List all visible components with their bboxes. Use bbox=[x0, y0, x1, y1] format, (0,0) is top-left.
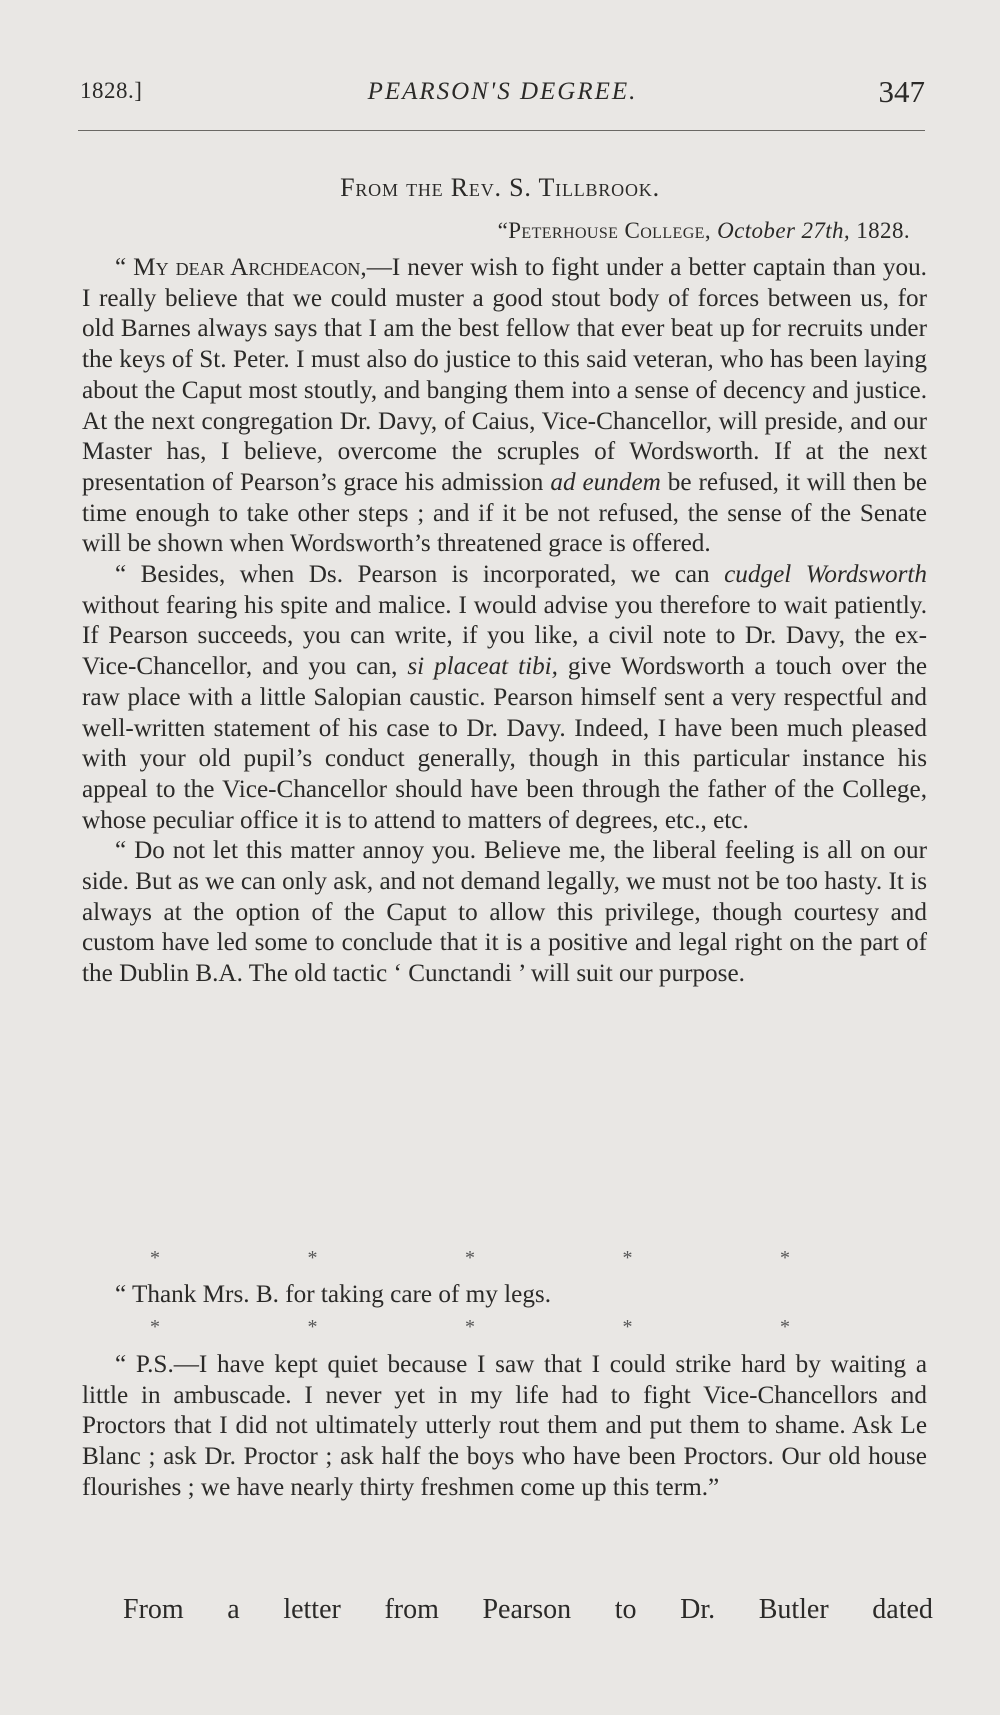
asterism-star: * bbox=[307, 1316, 318, 1338]
asterism-star: * bbox=[622, 1316, 633, 1338]
continuation-word: Butler bbox=[758, 1594, 829, 1625]
asterism-2 bbox=[150, 1316, 790, 1339]
running-head-year: 1828.] bbox=[80, 78, 143, 103]
paragraph-5: “ P.S.—I have kept quiet because I saw that I could strike hard by waiting a little in ambuscade. I never yet in my life had to fight Vice-Chancellors and Proctors that I did not ultimately utterly rout them and put them to shame. Ask Le Blanc ; ask Dr. Proctor ; ask half the boys who have been Proctors. Our old house flourishes ; we have nearly thirty freshmen come up this term.” bbox=[82, 1351, 927, 1501]
paragraph-1-italic: ad eundem bbox=[550, 468, 661, 496]
asterism-star: * bbox=[465, 1247, 475, 1269]
continuation-word: dated bbox=[872, 1594, 933, 1625]
paragraph-1-end: be refused, it will then be time enough to take other steps ; and if it be not refused, the sense of the Senate will be shown when Wordsworth’s threatened grace is offered. bbox=[82, 468, 927, 558]
paragraph-2-italic-2: si placeat tibi, bbox=[407, 653, 558, 681]
salutation: “ My dear Archdeacon, bbox=[115, 254, 367, 281]
dateline-year: 1828. bbox=[856, 218, 910, 243]
asterism-star: * bbox=[622, 1247, 633, 1269]
paragraph-2 bbox=[82, 560, 927, 836]
continuation-word: from bbox=[384, 1594, 439, 1625]
continuation-line bbox=[123, 1594, 933, 1626]
continuation-word: From bbox=[123, 1594, 184, 1625]
asterism-star: * bbox=[307, 1247, 318, 1269]
page-number: 347 bbox=[878, 74, 925, 109]
letter-dateline bbox=[498, 218, 910, 244]
running-head-title: PEARSON'S DEGREE. bbox=[367, 78, 638, 105]
continuation-word: a bbox=[227, 1594, 240, 1625]
paragraph-1 bbox=[82, 253, 927, 560]
letter-body-postscript bbox=[82, 1350, 927, 1504]
continuation-word: to bbox=[614, 1594, 637, 1625]
paragraph-3: “ Do not let this matter annoy you. Believe me, the liberal feeling is all on our side. But as we can only ask, and not demand legally, we must not be too hasty. It is always at the option of the Caput to allow this privilege, though courtesy and custom have led some to conclude that it is a positive and legal right on the part of the Dublin B.A. The old tactic ‘ Cunctandi ’ will suit our purpose. bbox=[82, 837, 927, 988]
continuation-word: Dr. bbox=[680, 1594, 716, 1625]
header-rule bbox=[78, 130, 925, 131]
asterism-star: * bbox=[465, 1316, 475, 1338]
paragraph-2-a: “ Besides, when Ds. Pearson is incorporated, we can bbox=[115, 561, 725, 589]
asterism-star: * bbox=[780, 1247, 790, 1269]
continuation-word: letter bbox=[283, 1594, 341, 1625]
letter-heading: From the Rev. S. Tillbrook. bbox=[340, 173, 660, 202]
asterism-star: * bbox=[150, 1316, 160, 1338]
paragraph-2-italic-1: cudgel Wordsworth bbox=[724, 561, 928, 589]
paragraph-4: “ Thank Mrs. B. for taking care of my legs. bbox=[115, 1281, 552, 1308]
paragraph-2-b: without fearing his spite and malice. I would advise you therefore to wait patiently. If Pearson succeeds, you can write, if you like, a civil note to Dr. Davy, the ex-Vice-Chancellor, and you can, bbox=[82, 591, 927, 681]
asterism-star: * bbox=[150, 1247, 160, 1269]
paragraph-2-c: give Wordsworth a touch over the raw place with a little Salopian caustic. Pearson himself sent a very respectful and well-written statement of his case to Dr. Davy. Indeed, I have been much pleased with your old pupil’s conduct generally, though in this particular instance his appeal to the Vice-Chancellor should have been through the father of the College, whose peculiar office it is to attend to matters of degrees, etc., etc. bbox=[82, 653, 927, 834]
dateline-date: October 27th, bbox=[717, 218, 851, 243]
asterism-star: * bbox=[780, 1316, 790, 1338]
continuation-word: Pearson bbox=[482, 1594, 572, 1625]
asterism-1 bbox=[150, 1247, 790, 1270]
running-head bbox=[80, 72, 925, 112]
letter-body-main bbox=[82, 253, 927, 990]
dateline-place: “Peterhouse College, bbox=[497, 218, 711, 243]
paragraph-1-text: —I never wish to fight under a better captain than you. I really believe that we could muster a good stout body of forces between us, for old Barnes always says that I am the best fellow that ever beat up for recruits under the keys of St. Peter. I must also do justice to this said veteran, who has been laying about the Caput most stoutly, and banging them into a sense of decency and justice. At the next congregation Dr. Davy, of Caius, Vice-Chancellor, will preside, and our Master has, I believe, overcome the scruples of Wordsworth. If at the next presentation of Pearson’s grace his admission bbox=[82, 254, 927, 496]
